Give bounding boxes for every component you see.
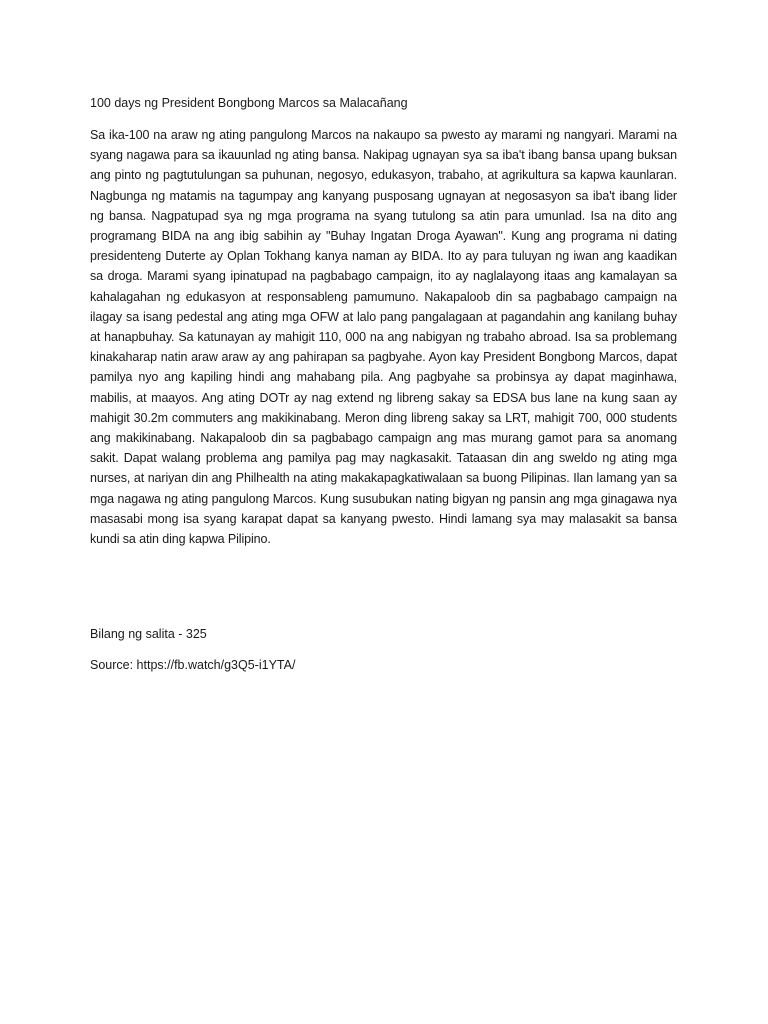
word-count-line: Bilang ng salita - 325 <box>90 627 207 641</box>
source-line: Source: https://fb.watch/g3Q5-i1YTA/ <box>90 658 296 672</box>
document-body-paragraph: Sa ika-100 na araw ng ating pangulong Marcos na nakaupo sa pwesto ay marami ng nangyari. Marami na syang nagawa para sa ikauunlad ng ating bansa. Nakipag ugnayan sya sa iba't ibang bansa upang buksan ang pinto ng pagtutulungan sa puhunan, negosyo, edukasyon, trabaho, at agrikultura sa kapwa kaunlaran. Nagbunga ng matamis na tagumpay ang kanyang pusposang ugnayan at negosasyon sa iba't ibang lider ng bansa. Nagpatupad sya ng mga programa na syang tutulong sa atin para umunlad. Isa na dito ang programang BIDA na ang ibig sabihin ay "Buhay Ingatan Droga Ayawan". Kung ang programa ni dating presidenteng Duterte ay Oplan Tokhang kanya naman ay BIDA. Ito ay para tuluyan ng iwan ang kaadikan sa droga. Marami syang ipinatupad na pagbabago campaign, ito ay naglalayong itaas ang kamalayan sa kahalagahan ng edukasyon at responsableng pamumuno. Nakapaloob din sa pagbabago campaign na ilagay sa isang pedestal ang ating mga OFW at lalo pang pangalagaan at pagandahin ang kanilang buhay at hanapbuhay. Sa katunayan ay mahigit 110, 000 na ang nabigyan ng trabaho abroad. Isa sa problemang kinakaharap natin araw araw ay ang pahirapan sa pagbyahe. Ayon kay President Bongbong Marcos, dapat pamilya nyo ang kapiling hindi ang mahabang pila. Ang pagbyahe sa probinsya ay dapat maginhawa, mabilis, at maayos. Ang ating DOTr ay nag extend ng libreng sakay sa EDSA bus lane na kung saan ay mahigit 30.2m commuters ang makikinabang. Meron ding libreng sakay sa LRT, mahigit 700, 000 students ang makikinabang. Nakapaloob din sa pagbabago campaign ang mas murang gamot para sa anomang sakit. Dapat walang problema ang pamilya pag may nagkasakit. Tataasan din ang sweldo ng ating mga nurses, at nariyan din ang Philhealth na ating makakapagkatiwalaan sa buong Pilipinas. Ilan lamang yan sa mga nagawa ng ating pangulong Marcos. Kung susubukan nating bigyan ng pansin ang mga ginagawa nya masasabi mong isa syang karapat dapat sa kanyang pwesto. Hindi lamang sya may malasakit sa bansa kundi sa atin ding kapwa Pilipino. <box>90 128 677 547</box>
document-title: 100 days ng President Bongbong Marcos sa Malacañang <box>90 96 408 110</box>
